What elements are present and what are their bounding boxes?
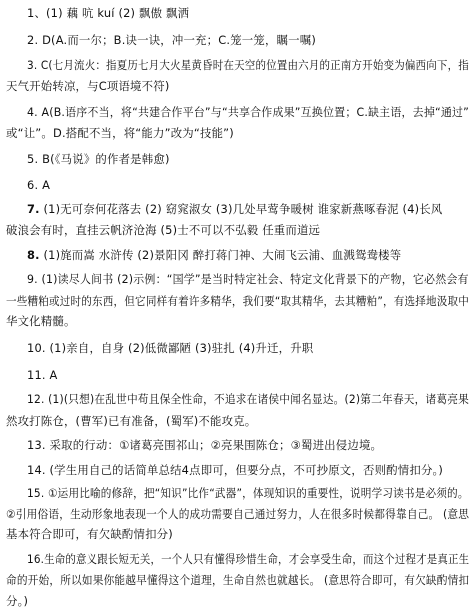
answer-5: 5. B(《马说》的作者是韩愈) — [27, 152, 170, 166]
answer-8 — [27, 248, 401, 263]
answer-16-line-2: 命的开始，所以如果你能越早懂得这个道理，生命自然也就越长。 (意思符合即可，有欠缺酌情扣 — [6, 573, 470, 587]
answer-9-line-2: 一些糟粕或过时的东西，但它同样有着许多精华，我们要“取其精华，去其糟粕”，有选择地汲取中 — [6, 294, 470, 308]
answer-16-line-3: 分。) — [6, 594, 29, 608]
answer-15-line-2: ②引用俗语，生动形象地表现一个人的成功需要自己通过努力，人在很多时候都得靠自己。 (意思 — [6, 507, 470, 521]
answer-2: 2. D(A.而一尔；B.诀一诀，冲一充；C.笼一笼，瞩一嘱) — [27, 33, 316, 47]
answer-9-line-1: 9. (1)读尽人间书 (2)示例：“国学”是当时特定社会、特定文化背景下的产物，它必然会有 — [27, 272, 469, 286]
answer-16-line-1: 16.生命的意义跟长短无关，一个人只有懂得珍惜生命，才会享受生命，而这个过程才是真正生 — [27, 552, 470, 566]
answer-3-line-1: 3. C(七月流火：指夏历七月大火星黄昏时在天空的位置由六月的正南方开始变为偏西向下，指 — [27, 58, 469, 72]
answer-15-line-1: 15. ①运用比喻的修辞，把“知识”比作“武器”，体现知识的重要性，说明学习读书是必须的。 — [27, 486, 469, 500]
answer-3-line-2: 天气开始转凉，与C项语境不符) — [6, 79, 170, 93]
answer-1: 1、(1) 藕 吭 kuí (2) 飘傲 飘洒 — [27, 6, 190, 20]
answer-4-line-1: 4. A(B.语序不当，将“共建合作平台”与“共享合作成果”互换位置；C.缺主语，去掉“通过” — [27, 105, 470, 119]
answer-7-line-1 — [27, 202, 442, 217]
answer-7-line-2: 破浪会有时，直挂云帆济沧海 (5)士不可以不弘毅 任重而道远 — [6, 223, 321, 237]
answer-12-line-2: 然攻打陈仓，(曹军)已有准备，(蜀军)不能攻克。 — [6, 414, 257, 428]
answer-9-line-3: 华文化精髓。 — [6, 314, 76, 328]
answer-14: 14. (学生用自己的话简单总结4点即可，但要分点，不可抄原文，否则酌情扣分。) — [27, 463, 444, 477]
answer-8-number: 8. — [27, 248, 40, 262]
answer-10: 10. (1)亲自，自身 (2)低微鄙陋 (3)驻扎 (4)升迁，升职 — [27, 341, 314, 355]
answer-6: 6. A — [27, 178, 51, 192]
answer-15-line-3: 基本符合即可，有欠缺酌情扣分) — [6, 527, 173, 541]
answer-11: 11. A — [27, 368, 58, 382]
answer-13: 13. 采取的行动：①诸葛亮围祁山；②亮果围陈仓；③蜀进出侵边境。 — [27, 438, 383, 452]
answer-8-text: (1)旄而嵩 水浒传 (2)景阳冈 醉打蒋门神、大闹飞云浦、血溅鸳鸯楼等 — [43, 248, 402, 262]
answer-4-line-2: 或“让”。D.搭配不当，将“能力”改为“技能”) — [6, 126, 234, 140]
answer-12-line-1: 12. (1)(只想)在乱世中苟且保全性命，不追求在诸侯中闻名显达。(2)第二年春天，诸葛亮果 — [27, 392, 469, 406]
answer-7-text: (1)无可奈何花落去 (2) 窈窕淑女 (3)几处早莺争暖树 谁家新燕啄春泥 (4)长风 — [43, 202, 443, 216]
answer-7-number: 7. — [27, 202, 40, 216]
